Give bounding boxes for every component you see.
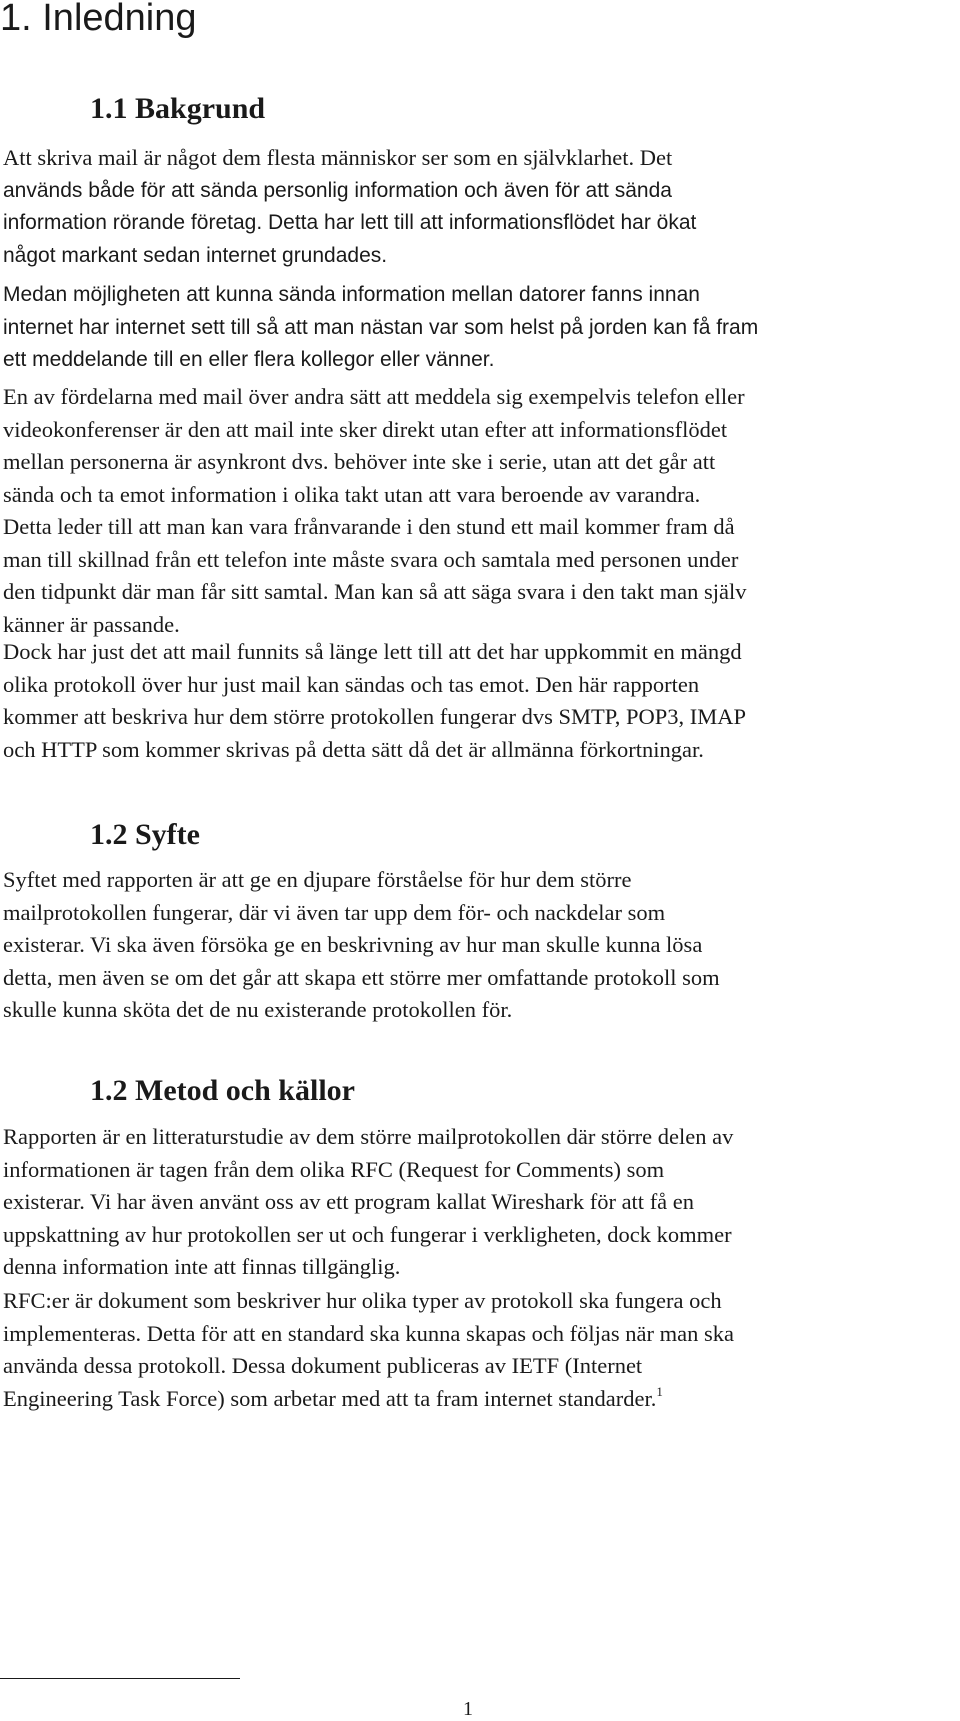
paragraph <box>3 1121 952 1284</box>
text-line: internet har internet sett till så att man nästan var som helst på jorden kan få fram <box>3 315 759 339</box>
paragraph <box>3 142 952 272</box>
text-line: mellan personerna är asynkront dvs. behöver inte ske i serie, utan att det går att <box>3 449 716 474</box>
text-line: känner är passande. <box>3 611 180 637</box>
text-line: något markant sedan internet grundades. <box>3 243 388 267</box>
text-line: informationen är tagen från dem olika RFC (Request for Comments) som <box>3 1156 665 1182</box>
text-line: Medan möjligheten att kunna sända information mellan datorer fanns innan <box>3 283 700 306</box>
text-line: En av fördelarna med mail över andra sätt att meddela sig exempelvis telefon eller <box>3 384 745 409</box>
text-line: Detta leder till att man kan vara frånvarande i den stund ett mail kommer fram då <box>3 514 735 539</box>
chapter-title: 1. Inledning <box>0 0 197 39</box>
text-line: information rörande företag. Detta har lett till att informationsflödet har ökat <box>3 211 697 234</box>
text-line: använda dessa protokoll. Dessa dokument publiceras av IETF (Internet <box>3 1353 643 1378</box>
text-line: skulle kunna sköta det de nu existerande protokollen för. <box>3 997 513 1022</box>
footnote-marker: 1 <box>656 1383 663 1399</box>
text-line <box>3 1383 952 1416</box>
section-title-metod: 1.2 Metod och källor <box>90 1074 355 1107</box>
text-line: Dock har just det att mail funnits så länge lett till att det har uppkommit en mängd <box>3 639 742 664</box>
page-number: 1 <box>463 1698 473 1720</box>
section-title-syfte: 1.2 Syfte <box>90 818 200 851</box>
paragraph <box>3 864 952 1027</box>
text-line: existerar. Vi har även använt oss av ett program kallat Wireshark för att få en <box>3 1189 695 1214</box>
text-line: Att skriva mail är något dem flesta människor ser som en självklarhet. Det <box>3 145 673 170</box>
text-line: olika protokoll över hur just mail kan sändas och tas emot. Den här rapporten <box>3 671 700 697</box>
paragraph <box>3 381 952 641</box>
text-line: detta, men även se om det går att skapa ett större mer omfattande protokoll som <box>3 964 720 990</box>
section-title-bakgrund: 1.1 Bakgrund <box>90 92 266 125</box>
text-line: mailprotokollen fungerar, där vi även tar upp dem för- och nackdelar som <box>3 899 666 925</box>
text-line: implementeras. Detta för att en standard ska kunna skapas och följas när man ska <box>3 1320 735 1346</box>
text-line: existerar. Vi ska även försöka ge en beskrivning av hur man skulle kunna lösa <box>3 932 703 957</box>
text-line: sända och ta emot information i olika takt utan att vara beroende av varandra. <box>3 481 701 507</box>
text-line: videokonferenser är den att mail inte sker direkt utan efter att informationsflödet <box>3 416 728 442</box>
footnote-divider <box>0 1678 240 1679</box>
text-line: ett meddelande till en eller flera kollegor eller vänner. <box>3 348 495 371</box>
text-line: man till skillnad från ett telefon inte måste svara och samtala med personen under <box>3 546 739 572</box>
text-line: Syftet med rapporten är att ge en djupare förståelse för hur dem större <box>3 867 632 892</box>
text-line: uppskattning av hur protokollen ser ut och fungerar i verkligheten, dock kommer <box>3 1221 732 1247</box>
text-line: och HTTP som kommer skrivas på detta sätt då det är allmänna förkortningar. <box>3 736 704 762</box>
paragraph <box>3 1285 952 1415</box>
paragraph <box>3 279 952 377</box>
paragraph <box>3 636 952 766</box>
text-line: denna information inte att finnas tillgänglig. <box>3 1254 401 1279</box>
text-line: kommer att beskriva hur dem större protokollen fungerar dvs SMTP, POP3, IMAP <box>3 704 747 729</box>
text-line: RFC:er är dokument som beskriver hur olika typer av protokoll ska fungera och <box>3 1288 722 1313</box>
text-line: den tidpunkt där man får sitt samtal. Man kan så att säga svara i den takt man själv <box>3 579 747 604</box>
text-line-content: Engineering Task Force) som arbetar med att ta fram internet standarder. <box>3 1385 657 1411</box>
text-line: används både för att sända personlig information och även för att sända <box>3 178 672 202</box>
text-line: Rapporten är en litteraturstudie av dem större mailprotokollen där större delen av <box>3 1124 734 1149</box>
